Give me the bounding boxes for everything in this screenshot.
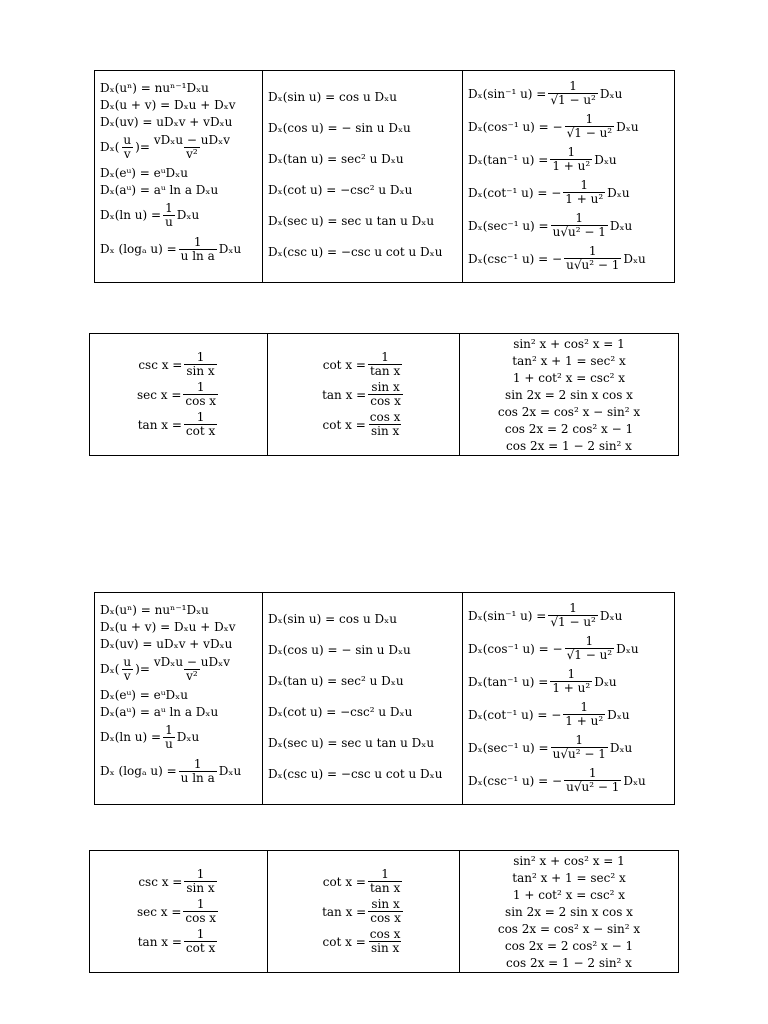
formula: sin² x + cos² x = 1 <box>513 336 625 351</box>
trig-derivatives-column <box>263 71 463 282</box>
trig-derivatives-column <box>263 593 463 804</box>
formula: cot x = $\frac{1}{\text{tan x}}$ <box>322 867 401 895</box>
formula: Dₓ ( $\frac{u}{v}$ ) = $\frac{\text{vDₓu − uDₓv}}{\text{v²}}$ <box>100 654 231 683</box>
formula: tan x = $\frac{\text{sin x}}{\text{cos x}}$ <box>322 897 401 925</box>
formula: tan² x + 1 = sec² x <box>512 870 626 885</box>
formula: tan x = $\frac{1}{\text{cot x}}$ <box>137 927 216 955</box>
formula: sin 2x = 2 sin x cos x <box>505 387 633 402</box>
formula: cos 2x = 2 cos² x − 1 <box>504 421 634 436</box>
pythagorean-double-angle-column <box>460 334 678 455</box>
formula: Dₓ(sin u) = cos u Dₓu <box>268 89 397 104</box>
formula: cot x = $\frac{\text{cos x}}{\text{sin x}}$ <box>322 410 401 438</box>
formula: csc x = $\frac{1}{\text{sin x}}$ <box>138 867 215 895</box>
formula: Dₓ(cot u) = −csc² u Dₓu <box>268 704 413 719</box>
formula: csc x = $\frac{1}{\text{sin x}}$ <box>138 350 215 378</box>
formula: Dₓ(csc⁻¹ u) = − $\frac{1}{\text{u√u² − 1}}$ Dₓu <box>468 244 646 272</box>
formula: Dₓ(cos u) = − sin u Dₓu <box>268 642 411 657</box>
formula: Dₓ (logₐ u) = $\frac{1}{\text{u ln a}}$ Dₓu <box>100 756 242 785</box>
formula: Dₓ(sec⁻¹ u) = $\frac{1}{\text{u√u² − 1}}$ Dₓu <box>468 733 633 761</box>
formula: Dₓ(aᵘ) = aᵘ ln a Dₓu <box>100 704 219 719</box>
formula: Dₓ(cos⁻¹ u) = − $\frac{1}{\text{√1 − u²}}$ Dₓu <box>468 634 639 662</box>
formula: Dₓ(ln u) = $\frac{1}{u}$ Dₓu <box>100 200 200 229</box>
formula: tan² x + 1 = sec² x <box>512 353 626 368</box>
quotient-identities-column <box>268 334 460 455</box>
inverse-trig-derivatives-column <box>463 71 674 282</box>
formula: cos 2x = cos² x − sin² x <box>497 921 641 936</box>
formula: 1 + cot² x = csc² x <box>512 370 626 385</box>
formula: sin² x + cos² x = 1 <box>513 853 625 868</box>
formula: Dₓ(uv) = uDₓv + vDₓu <box>100 636 233 651</box>
formula: Dₓ(cot⁻¹ u) = − $\frac{1}{\text{1 + u²}}$ Dₓu <box>468 700 630 728</box>
formula: Dₓ(sin⁻¹ u) = $\frac{1}{\text{√1 − u²}}$ Dₓu <box>468 79 623 107</box>
formula: sin 2x = 2 sin x cos x <box>505 904 633 919</box>
derivative-table-1 <box>94 70 675 283</box>
formula: Dₓ(sin u) = cos u Dₓu <box>268 611 397 626</box>
formula: Dₓ(sec u) = sec u tan u Dₓu <box>268 213 435 228</box>
formula: cos 2x = cos² x − sin² x <box>497 404 641 419</box>
formula: Dₓ(uⁿ) = nuⁿ⁻¹Dₓu <box>100 80 209 95</box>
formula: cos 2x = 2 cos² x − 1 <box>504 938 634 953</box>
formula: Dₓ(u + v) = Dₓu + Dₓv <box>100 619 236 634</box>
formula: Dₓ ( $\frac{u}{v}$ ) = $\frac{\text{vDₓu − uDₓv}}{\text{v²}}$ <box>100 132 231 161</box>
formula: cot x = $\frac{\text{cos x}}{\text{sin x}}$ <box>322 927 401 955</box>
formula: cot x = $\frac{1}{\text{tan x}}$ <box>322 350 401 378</box>
formula: Dₓ (logₐ u) = $\frac{1}{\text{u ln a}}$ Dₓu <box>100 234 242 263</box>
formula: Dₓ(sin⁻¹ u) = $\frac{1}{\text{√1 − u²}}$ Dₓu <box>468 601 623 629</box>
formula: Dₓ(eᵘ) = eᵘDₓu <box>100 687 188 702</box>
formula: Dₓ(cot u) = −csc² u Dₓu <box>268 182 413 197</box>
pythagorean-double-angle-column <box>460 851 678 972</box>
formula: Dₓ(tan⁻¹ u) = $\frac{1}{\text{1 + u²}}$ Dₓu <box>468 667 617 695</box>
formula: tan x = $\frac{1}{\text{cot x}}$ <box>137 410 216 438</box>
derivative-rules-column <box>95 593 263 804</box>
formula: tan x = $\frac{\text{sin x}}{\text{cos x}}$ <box>322 380 401 408</box>
derivative-table-2 <box>94 592 675 805</box>
formula: cos 2x = 1 − 2 sin² x <box>506 955 632 970</box>
formula: Dₓ(csc⁻¹ u) = − $\frac{1}{\text{u√u² − 1}}$ Dₓu <box>468 766 646 794</box>
identity-table-1 <box>89 333 679 456</box>
quotient-identities-column <box>268 851 460 972</box>
formula: Dₓ(csc u) = −csc u cot u Dₓu <box>268 244 443 259</box>
formula: Dₓ(uv) = uDₓv + vDₓu <box>100 114 233 129</box>
formula: Dₓ(csc u) = −csc u cot u Dₓu <box>268 766 443 781</box>
formula: sec x = $\frac{1}{\text{cos x}}$ <box>136 897 217 925</box>
inverse-trig-derivatives-column <box>463 593 674 804</box>
formula: Dₓ(tan u) = sec² u Dₓu <box>268 673 404 688</box>
formula: Dₓ(eᵘ) = eᵘDₓu <box>100 165 188 180</box>
identity-table-2 <box>89 850 679 973</box>
reciprocal-identities-column <box>90 334 268 455</box>
formula: Dₓ(uⁿ) = nuⁿ⁻¹Dₓu <box>100 602 209 617</box>
formula: cos 2x = 1 − 2 sin² x <box>506 438 632 453</box>
formula: Dₓ(cot⁻¹ u) = − $\frac{1}{\text{1 + u²}}$ Dₓu <box>468 178 630 206</box>
formula: 1 + cot² x = csc² x <box>512 887 626 902</box>
formula: Dₓ(tan⁻¹ u) = $\frac{1}{\text{1 + u²}}$ Dₓu <box>468 145 617 173</box>
formula: Dₓ(sec⁻¹ u) = $\frac{1}{\text{u√u² − 1}}$ Dₓu <box>468 211 633 239</box>
formula: Dₓ(sec u) = sec u tan u Dₓu <box>268 735 435 750</box>
formula: Dₓ(cos⁻¹ u) = − $\frac{1}{\text{√1 − u²}}$ Dₓu <box>468 112 639 140</box>
formula: Dₓ(tan u) = sec² u Dₓu <box>268 151 404 166</box>
formula: Dₓ(cos u) = − sin u Dₓu <box>268 120 411 135</box>
formula: Dₓ(ln u) = $\frac{1}{u}$ Dₓu <box>100 722 200 751</box>
formula: Dₓ(aᵘ) = aᵘ ln a Dₓu <box>100 182 219 197</box>
formula: Dₓ(u + v) = Dₓu + Dₓv <box>100 97 236 112</box>
reciprocal-identities-column <box>90 851 268 972</box>
formula: sec x = $\frac{1}{\text{cos x}}$ <box>136 380 217 408</box>
derivative-rules-column <box>95 71 263 282</box>
